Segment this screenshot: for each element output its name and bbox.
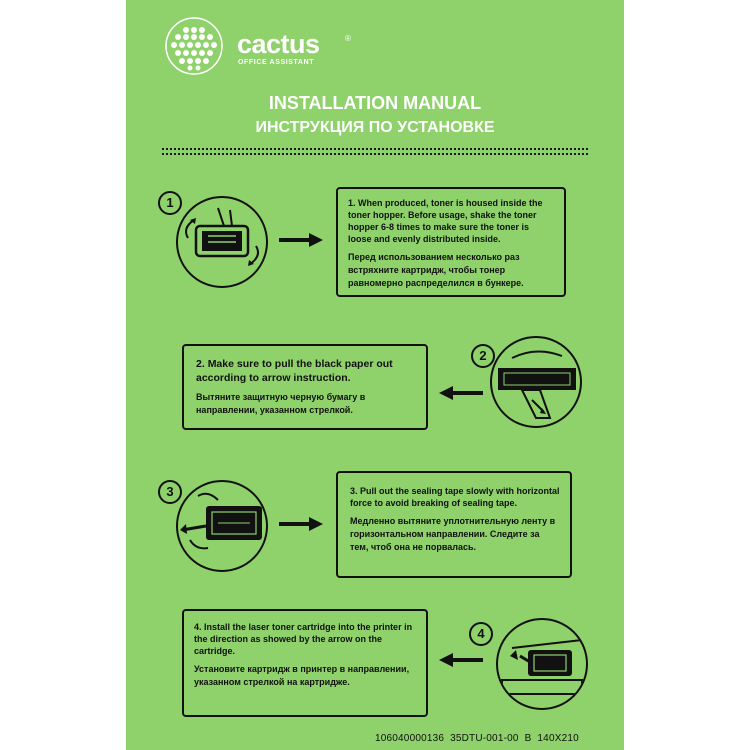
arrow-right-icon xyxy=(279,233,323,247)
insert-cartridge-icon xyxy=(498,620,586,708)
step-1-number: 1 xyxy=(158,191,182,215)
shake-cartridge-icon xyxy=(178,198,266,286)
arrow-left-icon xyxy=(439,653,483,667)
step-2-box xyxy=(182,344,428,430)
cactus-logo-icon xyxy=(164,16,224,76)
step-2-illustration xyxy=(490,336,582,428)
step-3-illustration xyxy=(176,480,268,572)
step-2-text-ru: Вытяните защитную черную бумагу в направлении, указанном стрелкой. xyxy=(196,392,366,415)
step-3-number: 3 xyxy=(158,480,182,504)
brand-tagline: OFFICE ASSISTANT xyxy=(238,59,315,66)
step-2-text-en: 2. Make sure to pull the black paper out according to arrow instruction. xyxy=(196,358,393,384)
step-3-text-en: 3. Pull out the sealing tape slowly with horizontal force to avoid breaking of sealing tape. xyxy=(350,486,560,508)
step-1-text-en: 1. When produced, toner is housed inside the toner hopper. Before usage, shake the toner hopper 6-8 times to make sure the toner is loose and evenly distributed inside. xyxy=(348,198,543,244)
step-4-illustration xyxy=(496,618,588,710)
page-title: INSTALLATION MANUAL xyxy=(268,93,482,113)
divider xyxy=(162,153,588,155)
step-4-box xyxy=(182,609,428,717)
arrow-right-icon xyxy=(279,517,323,531)
step-3-text-ru: Медленно вытяните уплотнительную ленту в горизонтальном направлении. Следите за тем, чтоб она не порвалась. xyxy=(350,516,556,552)
brand-logo xyxy=(164,16,351,76)
step-4-text-en: 4. Install the laser toner cartridge into the printer in the direction as showed by the arrow on the cartridge. xyxy=(194,622,413,656)
manual-sheet xyxy=(126,0,624,750)
step-4-text-ru: Установите картридж в принтер в направлении, указанном стрелкой на картридже. xyxy=(194,664,410,687)
divider xyxy=(162,148,588,150)
arrow-left-icon xyxy=(439,386,483,400)
step-2-number: 2 xyxy=(471,344,495,368)
step-1-illustration xyxy=(176,196,268,288)
step-1-box xyxy=(336,187,566,297)
brand-name: cactus xyxy=(237,29,320,59)
registered-mark: ® xyxy=(345,34,351,43)
pull-paper-icon xyxy=(492,338,580,426)
pull-tape-icon xyxy=(178,482,266,570)
step-1-text-ru: Перед использованием несколько раз встряхните картридж, чтобы тонер равномерно распределился в бункере. xyxy=(348,252,524,288)
print-code: 106040000136 35DTU-001-00 B 140X210 xyxy=(375,733,579,744)
page-title-ru: ИНСТРУКЦИЯ ПО УСТАНОВКЕ xyxy=(255,119,495,136)
step-3-box xyxy=(336,471,572,578)
step-4-number: 4 xyxy=(469,622,493,646)
